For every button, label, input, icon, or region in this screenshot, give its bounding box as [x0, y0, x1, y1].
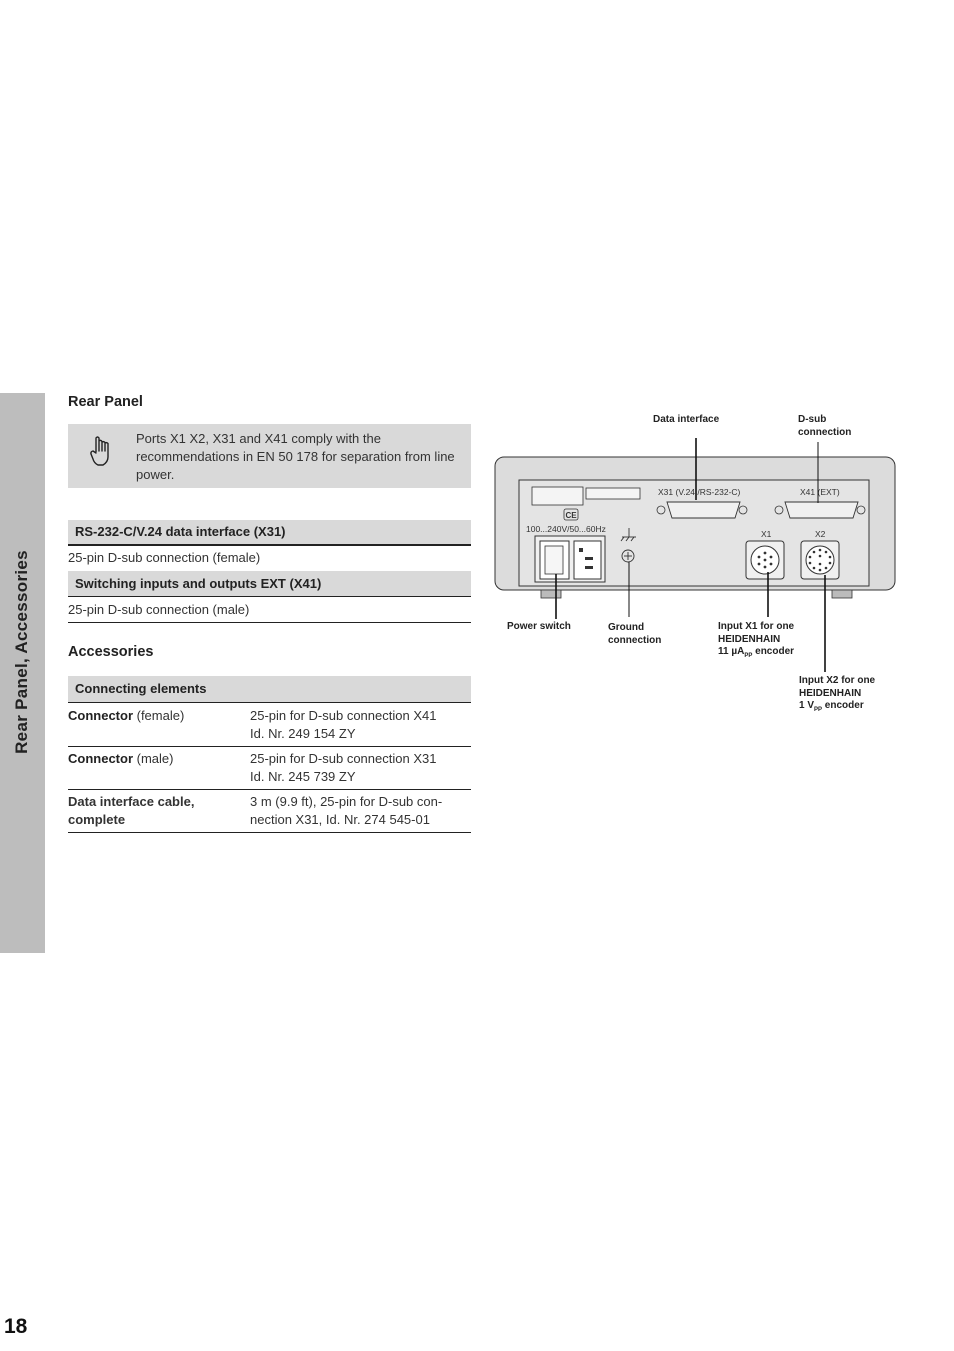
interface-detail-x41: 25-pin D-sub connection (male) — [68, 602, 250, 617]
callout-dsub: D-sub connection — [798, 414, 852, 438]
callout-input-x2: Input X2 for one HEIDENHAIN 1 $V_{PP}$ encoder — [799, 675, 876, 713]
x2-connector — [801, 541, 839, 579]
table-row-name: Connector (female) — [68, 708, 185, 723]
callout-ground: Ground connection — [608, 622, 662, 646]
x31-label: X31 (V.24 /RS-232-C) — [658, 487, 741, 497]
table-row-name: Data interface cable, complete — [68, 794, 195, 827]
table-row-desc: 25-pin for D-sub connection X41 Id. Nr. 249 154 ZY — [250, 708, 437, 741]
device-foot — [832, 590, 852, 598]
device-foot — [541, 590, 561, 598]
accessories-heading: Accessories — [68, 644, 154, 660]
callout-data-interface: Data interface — [653, 414, 720, 425]
label-plate — [532, 487, 583, 505]
table-row-desc: 3 m (9.9 ft), 25-pin for D-sub con- nection X31, Id. Nr. 274 545-01 — [250, 794, 443, 827]
x2-label: X2 — [815, 529, 826, 539]
interface-detail-x31: 25-pin D-sub connection (female) — [68, 550, 261, 565]
table-row-desc: 25-pin for D-sub connection X31 Id. Nr. 245 739 ZY — [250, 751, 437, 784]
note-text: Ports X1 X2, X31 and X41 comply with the recommendations in EN 50 178 for separation from line power. — [136, 431, 455, 482]
page-number: 18 — [4, 1315, 28, 1338]
rear-panel-heading: Rear Panel — [68, 394, 143, 410]
voltage-label: 100...240V/50...60Hz — [526, 524, 606, 534]
side-tab-title: Rear Panel, Accessories — [12, 550, 31, 754]
ce-mark-text: CE — [565, 511, 577, 520]
callout-input-x1: Input X1 for one HEIDENHAIN 11 µA$_{PP}$ encoder — [718, 621, 795, 659]
interface-title-x41: Switching inputs and outputs EXT (X41) — [68, 571, 471, 596]
x1-label: X1 — [761, 529, 772, 539]
x41-label: X41 (EXT) — [800, 487, 840, 497]
accessories-table-header: Connecting elements — [68, 676, 471, 702]
interface-title-x31: RS-232-C/V.24 data interface (X31) — [68, 520, 471, 544]
label-plate — [586, 488, 640, 499]
callout-power-switch: Power switch — [507, 621, 571, 632]
power-module — [535, 536, 605, 582]
x1-connector — [746, 541, 784, 579]
table-row-name: Connector (male) — [68, 751, 174, 766]
